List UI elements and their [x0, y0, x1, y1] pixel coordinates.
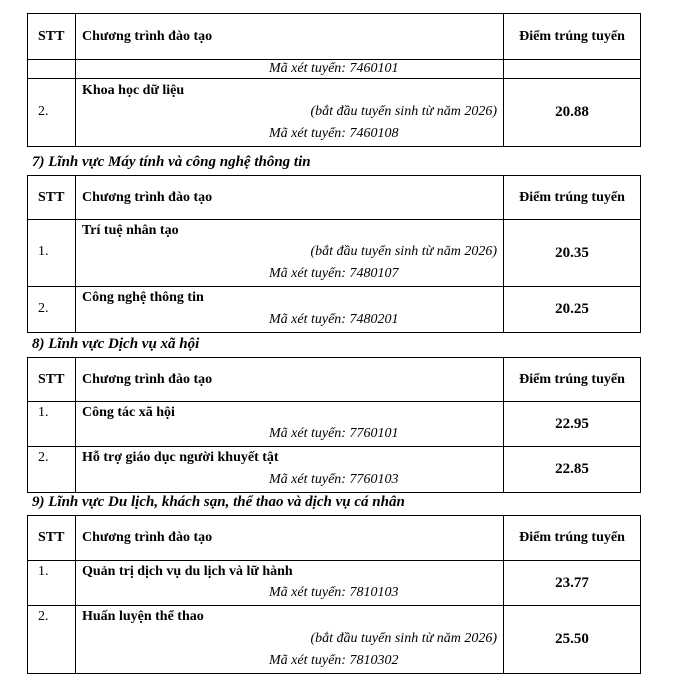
- row-stt-number: 1.: [38, 564, 49, 579]
- table-row: [28, 287, 641, 333]
- table-row: [28, 60, 641, 79]
- program-code: Mã xét tuyển: 7480201: [269, 312, 399, 327]
- row-stt: [28, 606, 76, 674]
- program-code: Mã xét tuyển: 7460101: [269, 61, 399, 76]
- header-score: Điểm trúng tuyển: [504, 516, 641, 561]
- table-row: [28, 220, 641, 287]
- row-stt: [28, 60, 76, 79]
- table-row: [28, 447, 641, 493]
- row-stt: [28, 561, 76, 606]
- row-program: [76, 402, 504, 447]
- header-score: Điểm trúng tuyển: [504, 14, 641, 60]
- row-stt-number: 2.: [38, 104, 49, 119]
- header-stt: STT: [28, 176, 76, 220]
- row-stt: [28, 447, 76, 493]
- header-stt: STT: [28, 358, 76, 402]
- row-score: 22.95: [504, 402, 641, 447]
- table-row: [28, 79, 641, 147]
- program-name: Khoa học dữ liệu: [82, 83, 185, 98]
- program-name: Công nghệ thông tin: [82, 290, 204, 305]
- row-program: [76, 447, 504, 493]
- row-program: [76, 606, 504, 674]
- header-stt: STT: [28, 14, 76, 60]
- table-header-row: [28, 516, 641, 561]
- row-stt-number: 2.: [38, 301, 49, 316]
- row-score: 25.50: [504, 606, 641, 674]
- program-name: Quản trị dịch vụ du lịch và lữ hành: [82, 564, 293, 579]
- row-stt: [28, 287, 76, 333]
- admission-table-tourism: [27, 515, 641, 674]
- header-stt: STT: [28, 516, 76, 561]
- header-score: Điểm trúng tuyển: [504, 176, 641, 220]
- row-score: 22.85: [504, 447, 641, 493]
- table-header-row: [28, 176, 641, 220]
- row-score: 20.35: [504, 220, 641, 287]
- program-code: Mã xét tuyển: 7760103: [269, 472, 399, 487]
- program-code: Mã xét tuyển: 7760101: [269, 426, 399, 441]
- program-name: Huấn luyện thể thao: [82, 609, 204, 624]
- program-name: Hỗ trợ giáo dục người khuyết tật: [82, 450, 279, 465]
- row-program: [76, 287, 504, 333]
- header-program: Chương trình đào tạo: [76, 358, 504, 402]
- table-header-row: [28, 14, 641, 60]
- table-header-row: [28, 358, 641, 402]
- program-name: Công tác xã hội: [82, 405, 175, 420]
- row-stt-number: 1.: [38, 244, 49, 259]
- row-program: [76, 60, 504, 79]
- row-program: [76, 220, 504, 287]
- row-stt-number: 2.: [38, 609, 49, 624]
- program-code: Mã xét tuyển: 7810302: [269, 653, 399, 668]
- row-score: [504, 60, 641, 79]
- row-stt: [28, 402, 76, 447]
- header-program: Chương trình đào tạo: [76, 14, 504, 60]
- header-program: Chương trình đào tạo: [76, 516, 504, 561]
- program-note: (bắt đầu tuyển sinh từ năm 2026): [310, 244, 497, 259]
- program-name: Trí tuệ nhân tạo: [82, 223, 179, 238]
- section-title-it: 7) Lĩnh vực Máy tính và công nghệ thông tin: [32, 154, 311, 170]
- row-score: 20.25: [504, 287, 641, 333]
- table-row: [28, 606, 641, 674]
- row-stt: [28, 79, 76, 147]
- row-stt: [28, 220, 76, 287]
- header-score: Điểm trúng tuyển: [504, 358, 641, 402]
- admission-table-it: [27, 175, 641, 333]
- table-row: [28, 402, 641, 447]
- program-note: (bắt đầu tuyển sinh từ năm 2026): [310, 104, 497, 119]
- program-code: Mã xét tuyển: 7480107: [269, 266, 399, 281]
- header-program: Chương trình đào tạo: [76, 176, 504, 220]
- program-code: Mã xét tuyển: 7460108: [269, 126, 399, 141]
- table-row: [28, 561, 641, 606]
- program-code: Mã xét tuyển: 7810103: [269, 585, 399, 600]
- section-title-tourism: 9) Lĩnh vực Du lịch, khách sạn, thể thao và dịch vụ cá nhân: [32, 494, 405, 510]
- row-program: [76, 561, 504, 606]
- row-program: [76, 79, 504, 147]
- row-stt-number: 2.: [38, 450, 49, 465]
- admission-table-data-science: [27, 13, 641, 147]
- program-note: (bắt đầu tuyển sinh từ năm 2026): [310, 631, 497, 646]
- section-title-social: 8) Lĩnh vực Dịch vụ xã hội: [32, 336, 200, 352]
- admission-table-social: [27, 357, 641, 493]
- row-stt-number: 1.: [38, 405, 49, 420]
- row-score: 20.88: [504, 79, 641, 147]
- row-score: 23.77: [504, 561, 641, 606]
